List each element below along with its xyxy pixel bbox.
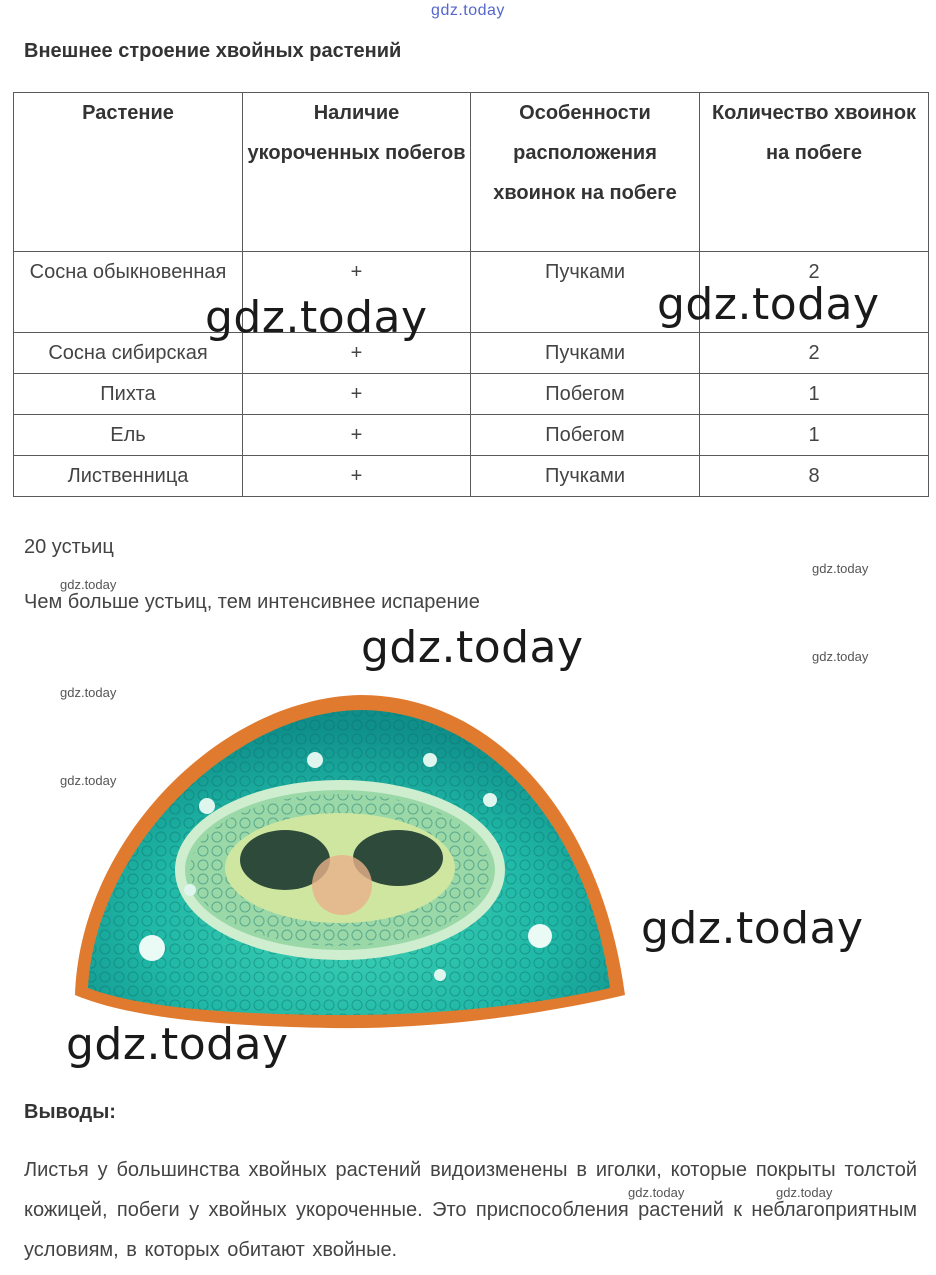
table-cell: Побегом: [471, 415, 700, 456]
watermark-top: gdz.today: [431, 2, 505, 19]
table-cell: 8: [700, 456, 929, 497]
table-row: [14, 374, 929, 415]
resin-duct: [199, 798, 215, 814]
resin-duct: [184, 884, 196, 896]
table-header-cell: Количество хвоинок на побеге: [700, 93, 929, 252]
table-header-cell: Наличие укороченных побегов: [243, 93, 471, 252]
watermark-small: gdz.today: [812, 649, 869, 664]
table-cell: Пучками: [471, 333, 700, 374]
resin-duct: [423, 753, 437, 767]
watermark-small: gdz.today: [776, 1185, 833, 1200]
watermark-large: gdz.today: [641, 903, 864, 954]
table-row: [14, 333, 929, 374]
table-cell: 2: [700, 333, 929, 374]
table-cell: +: [243, 456, 471, 497]
watermark-large: gdz.today: [657, 279, 880, 330]
table-cell: 2: [700, 252, 929, 333]
resin-duct: [307, 752, 323, 768]
resin-duct: [434, 969, 446, 981]
table-cell: 1: [700, 415, 929, 456]
resin-duct: [483, 793, 497, 807]
resin-duct: [139, 935, 165, 961]
conclusions-text: Листья у большинства хвойных растений видоизменены в иголки, которые покрыты толстой кожицей, побеги у хвойных укороченные. Это приспособления растений к неблагоприятным условиям, в которых обитают хвойные.: [24, 1159, 917, 1261]
table-cell: Сосна сибирская: [14, 333, 243, 374]
table-header-cell: Особенности расположения хвоинок на побеге: [471, 93, 700, 252]
needle-cross-section-image: [70, 690, 635, 1035]
watermark-small: gdz.today: [628, 1185, 685, 1200]
watermark-small: gdz.today: [812, 561, 869, 576]
watermark-small: gdz.today: [60, 773, 117, 788]
watermark-small: gdz.today: [60, 685, 117, 700]
table-cell: +: [243, 333, 471, 374]
page-title: Внешнее строение хвойных растений: [24, 40, 402, 62]
watermark-small: gdz.today: [60, 577, 117, 592]
table-cell: Ель: [14, 415, 243, 456]
table-cell: Пучками: [471, 456, 700, 497]
watermark-large: gdz.today: [361, 622, 584, 673]
table-header-cell: Растение: [14, 93, 243, 252]
table-cell: 1: [700, 374, 929, 415]
table-row: [14, 456, 929, 497]
stomata-answer: 20 устьиц: [24, 536, 114, 558]
evaporation-answer: Чем больше устьиц, тем интенсивнее испарение: [24, 591, 480, 613]
table-row: [14, 415, 929, 456]
resin-duct: [528, 924, 552, 948]
table-cell: Сосна обыкновенная: [14, 252, 243, 333]
table-cell: Побегом: [471, 374, 700, 415]
table-cell: +: [243, 374, 471, 415]
watermark-large: gdz.today: [66, 1019, 289, 1070]
table-cell: Лиственница: [14, 456, 243, 497]
conclusions-title: Выводы:: [24, 1101, 116, 1123]
table-cell: +: [243, 252, 471, 333]
table-header-row: [14, 93, 929, 252]
table-cell: Пихта: [14, 374, 243, 415]
table-cell: Пучками: [471, 252, 700, 333]
watermark-large: gdz.today: [205, 292, 428, 343]
table-cell: +: [243, 415, 471, 456]
